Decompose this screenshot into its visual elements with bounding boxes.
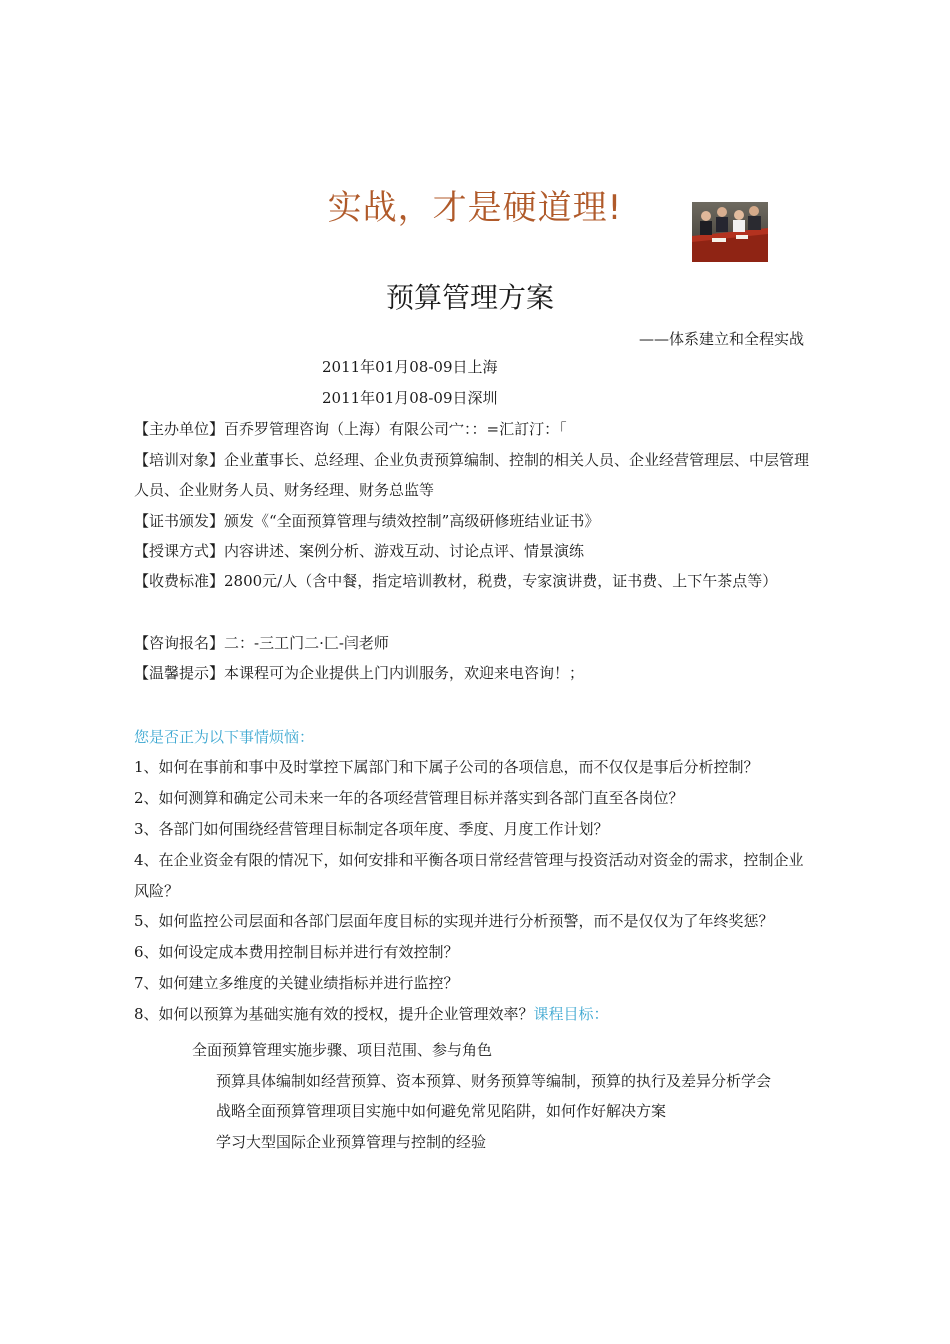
info-contact: 【咨询报名】二：-三工门二·匚-闫老师	[134, 634, 389, 652]
goal-item: 预算具体编制如经营预算、资本预算、财务预算等编制，预算的执行及差异分析学会	[216, 1072, 772, 1090]
goal-item: 战略全面预算管理项目实施中如何避免常见陷阱，如何作好解决方案	[216, 1102, 667, 1120]
document-subtitle: ——体系建立和全程实战	[638, 330, 804, 348]
info-tip: 【温馨提示】本课程可为企业提供上门内训服务，欢迎来电咨询！；	[134, 664, 585, 682]
slogan-heading: 实战，才是硬道理!	[327, 188, 623, 228]
question-item: 1、如何在事前和事中及时掌控下属部门和下属子公司的各项信息，而不仅仅是事后分析控制？	[134, 758, 759, 776]
session-date-shenzhen: 2011年01月08-09日深圳	[322, 389, 498, 407]
goals-heading: 课程目标：	[533, 1005, 609, 1023]
session-date-shanghai: 2011年01月08-09日上海	[322, 358, 498, 376]
goal-item: 学习大型国际企业预算管理与控制的经验	[216, 1133, 487, 1151]
goal-item: 全面预算管理实施步骤、项目范围、参与角色	[192, 1041, 493, 1059]
question-item: 3、各部门如何围绕经营管理目标制定各项年度、季度、月度工作计划？	[134, 820, 609, 838]
info-audience: 【培训对象】企业董事长、总经理、企业负责预算编制、控制的相关人员、企业经营管理层、中层管理人员、企业财务人员、财务经理、财务总监等	[134, 451, 810, 499]
questions-heading: 您是否正为以下事情烦恼：	[134, 728, 315, 746]
meeting-photo	[692, 202, 768, 262]
question-item-with-goals-heading	[134, 999, 814, 1030]
question-item: 2、如何测算和确定公司未来一年的各项经营管理目标并落实到各部门直至各岗位？	[134, 789, 684, 807]
document-title: 预算管理方案	[385, 281, 554, 314]
question-item: 7、如何建立多维度的关键业绩指标并进行监控？	[134, 974, 459, 992]
question-item: 6、如何设定成本费用控制目标并进行有效控制？	[134, 943, 459, 961]
question-item: 4、在企业资金有限的情况下，如何安排和平衡各项日常经营管理与投资活动对资金的需求，控制企业风险？	[134, 851, 804, 900]
question-text: 8、如何以预算为基础实施有效的授权，提升企业管理效率？	[134, 1005, 534, 1023]
info-fee: 【收费标准】2800元/人（含中餐，指定培训教材，税费，专家演讲费，证书费、上下午茶点等）	[134, 572, 778, 590]
info-certificate: 【证书颁发】颁发《“全面预算管理与绩效控制”高级研修班结业证书》	[134, 512, 600, 530]
info-method: 【授课方式】内容讲述、案例分析、游戏互动、讨论点评、情景演练	[134, 542, 585, 560]
question-item: 5、如何监控公司层面和各部门层面年度目标的实现并进行分析预警，而不是仅仅为了年终奖惩？	[134, 912, 774, 930]
info-organizer: 【主办单位】百乔罗管理咨询（上海）有限公司宀：：=汇訂汀：「	[134, 420, 567, 438]
